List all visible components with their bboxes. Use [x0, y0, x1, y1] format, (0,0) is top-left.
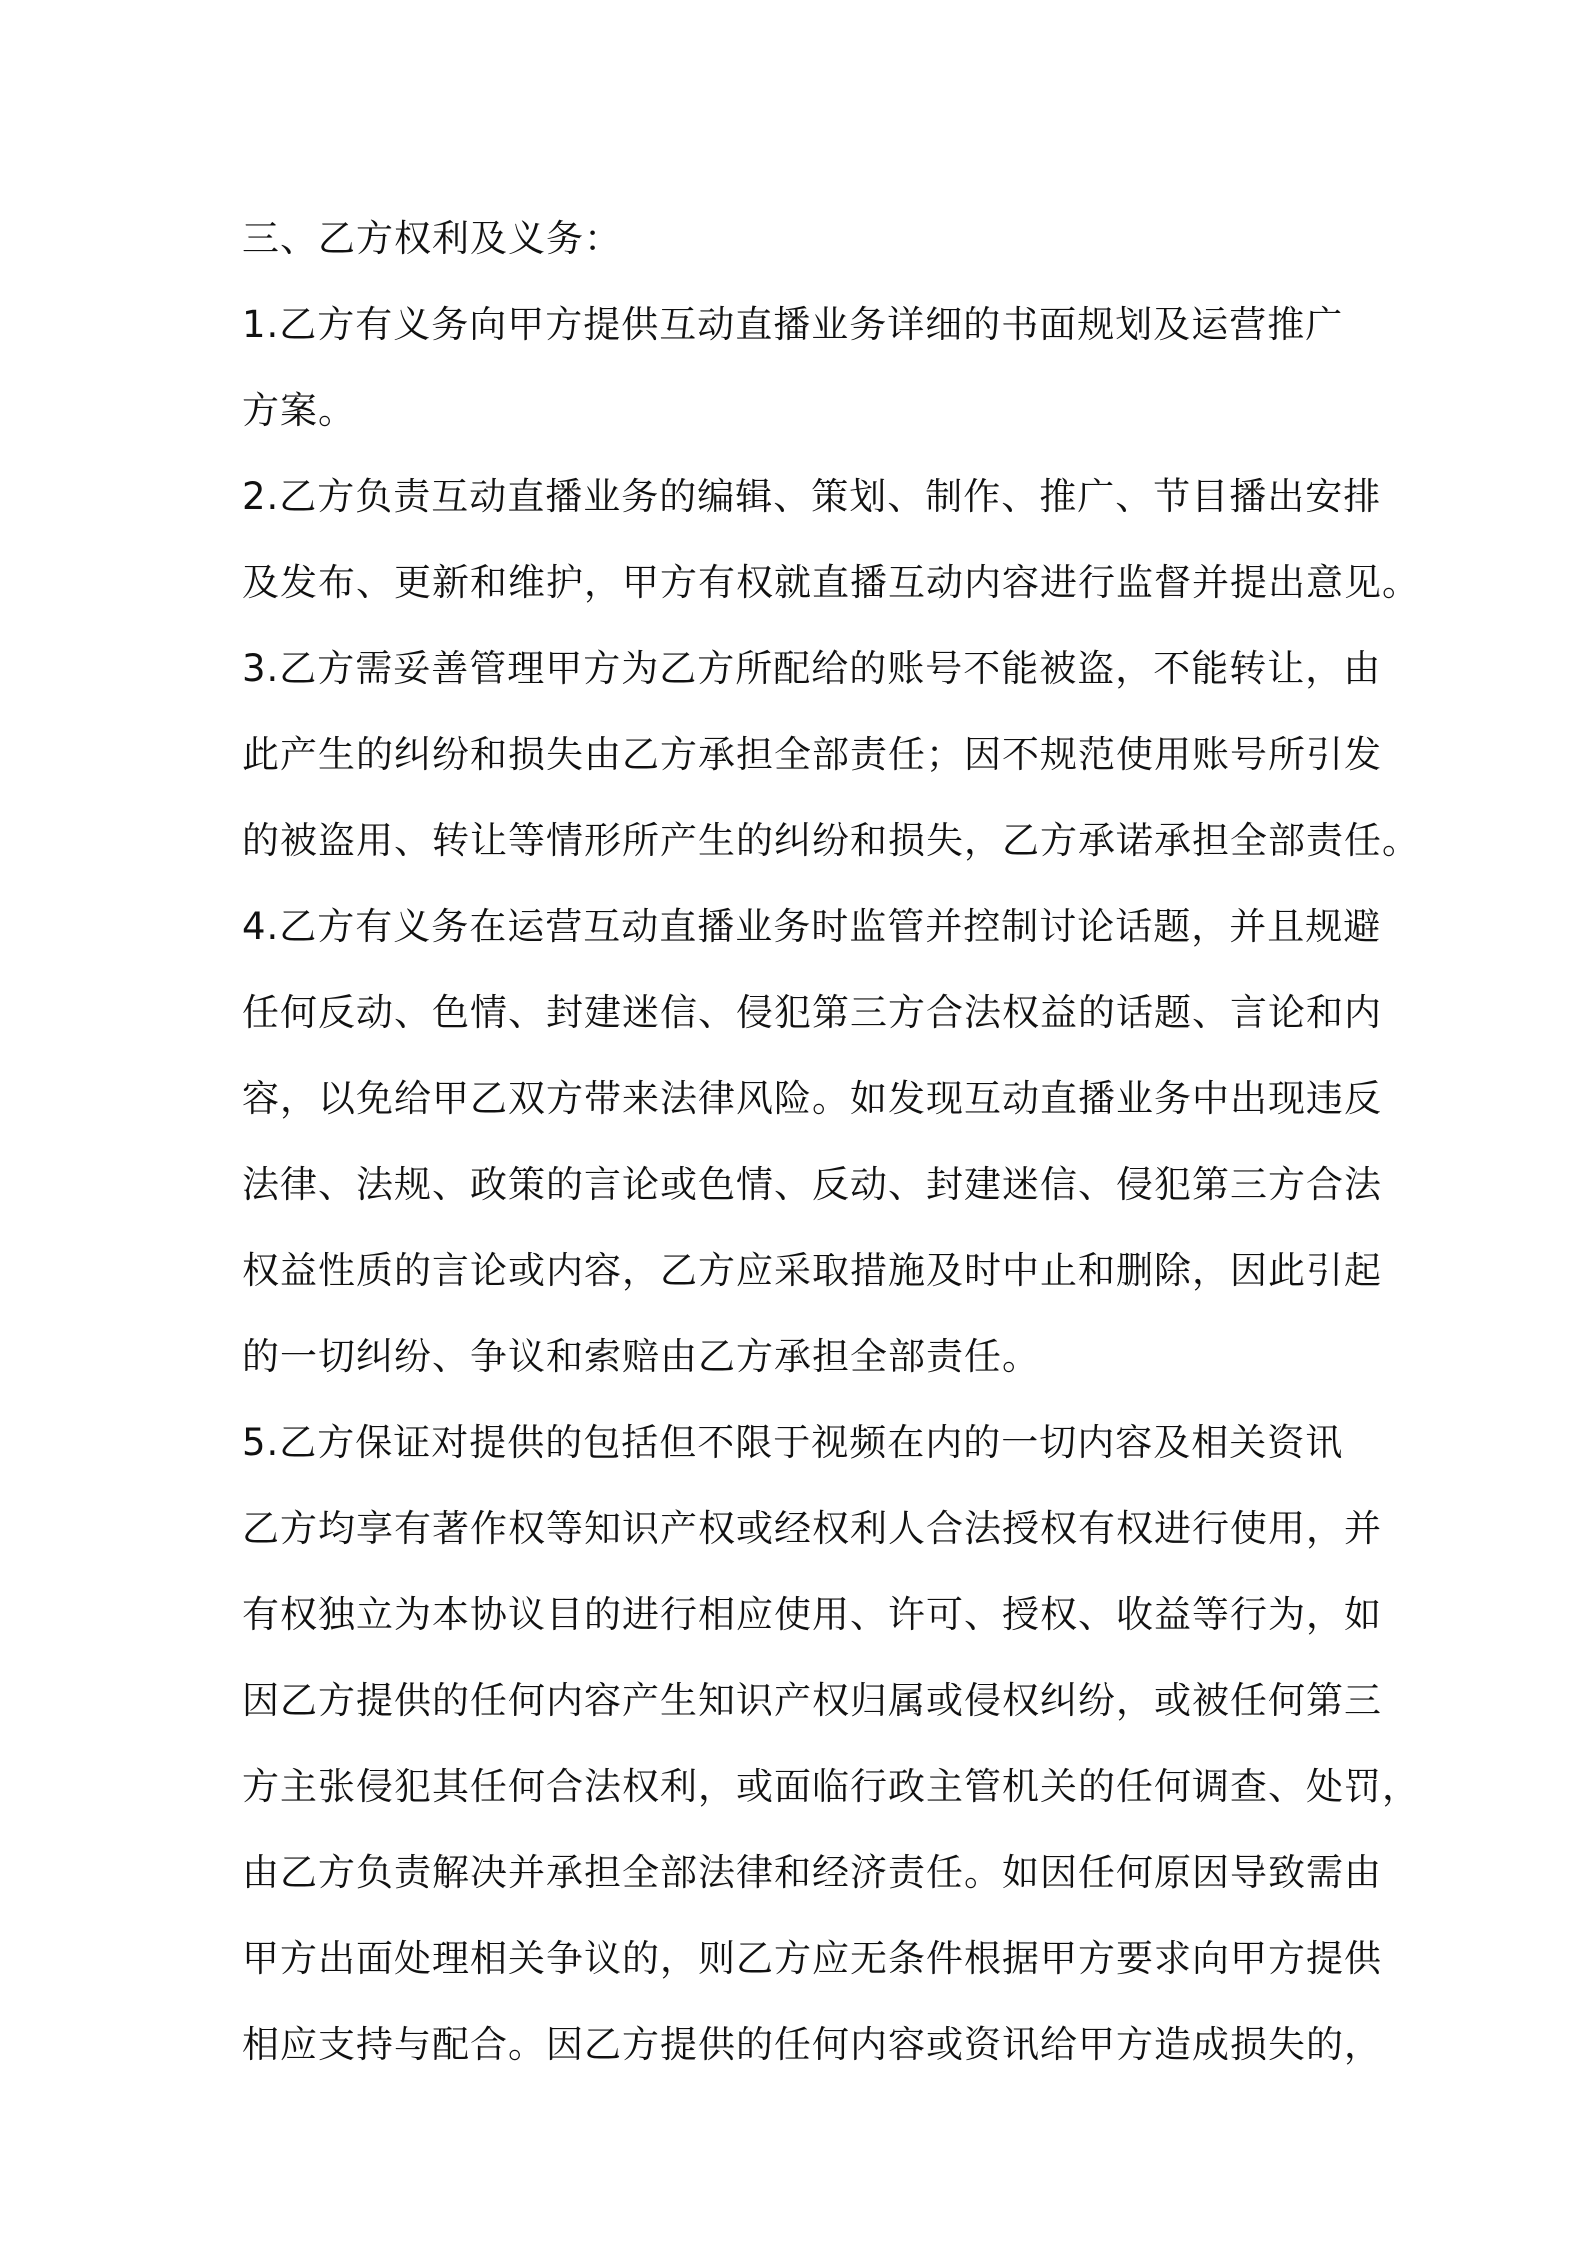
clause-line: 5.乙方保证对提供的包括但不限于视频在内的一切内容及相关资讯 — [242, 1421, 1344, 1464]
clause-line: 2.乙方负责互动直播业务的编辑、策划、制作、推广、节目播出安排 — [242, 475, 1382, 518]
clause-line: 此产生的纠纷和损失由乙方承担全部责任；因不规范使用账号所引发 — [242, 733, 1382, 776]
clause-line: 有权独立为本协议目的进行相应使用、许可、授权、收益等行为，如 — [242, 1593, 1382, 1636]
clause-line: 任何反动、色情、封建迷信、侵犯第三方合法权益的话题、言论和内 — [242, 991, 1382, 1034]
clause-4 — [242, 884, 1382, 1400]
clause-line: 的一切纠纷、争议和索赔由乙方承担全部责任。 — [242, 1335, 1040, 1378]
clause-line: 因乙方提供的任何内容产生知识产权归属或侵权纠纷，或被任何第三 — [242, 1679, 1382, 1722]
clause-line: 及发布、更新和维护，甲方有权就直播互动内容进行监督并提出意见。 — [242, 561, 1420, 604]
document-body — [242, 196, 1420, 2088]
clause-line: 方主张侵犯其任何合法权利，或面临行政主管机关的任何调查、处罚， — [242, 1765, 1420, 1808]
clause-line: 权益性质的言论或内容，乙方应采取措施及时中止和删除，因此引起 — [242, 1249, 1382, 1292]
clause-line: 甲方出面处理相关争议的，则乙方应无条件根据甲方要求向甲方提供 — [242, 1937, 1382, 1980]
clause-line: 的被盗用、转让等情形所产生的纠纷和损失，乙方承诺承担全部责任。 — [242, 819, 1420, 862]
clause-line: 容，以免给甲乙双方带来法律风险。如发现互动直播业务中出现违反 — [242, 1077, 1382, 1120]
clause-line: 乙方均享有著作权等知识产权或经权利人合法授权有权进行使用，并 — [242, 1507, 1382, 1550]
section-heading: 三、乙方权利及义务： — [242, 217, 622, 260]
clause-5 — [242, 1400, 1420, 2088]
clause-2 — [242, 454, 1420, 626]
clause-line: 3.乙方需妥善管理甲方为乙方所配给的账号不能被盗，不能转让，由 — [242, 647, 1382, 690]
clause-line: 1.乙方有义务向甲方提供互动直播业务详细的书面规划及运营推广 — [242, 303, 1344, 346]
clause-line: 由乙方负责解决并承担全部法律和经济责任。如因任何原因导致需由 — [242, 1851, 1382, 1894]
clause-line: 方案。 — [242, 389, 356, 432]
clause-line: 法律、法规、政策的言论或色情、反动、封建迷信、侵犯第三方合法 — [242, 1163, 1382, 1206]
clause-line: 相应支持与配合。因乙方提供的任何内容或资讯给甲方造成损失的， — [242, 2023, 1382, 2066]
clause-1 — [242, 282, 1352, 454]
clause-line: 4.乙方有义务在运营互动直播业务时监管并控制讨论话题，并且规避 — [242, 905, 1382, 948]
clause-3 — [242, 626, 1420, 884]
